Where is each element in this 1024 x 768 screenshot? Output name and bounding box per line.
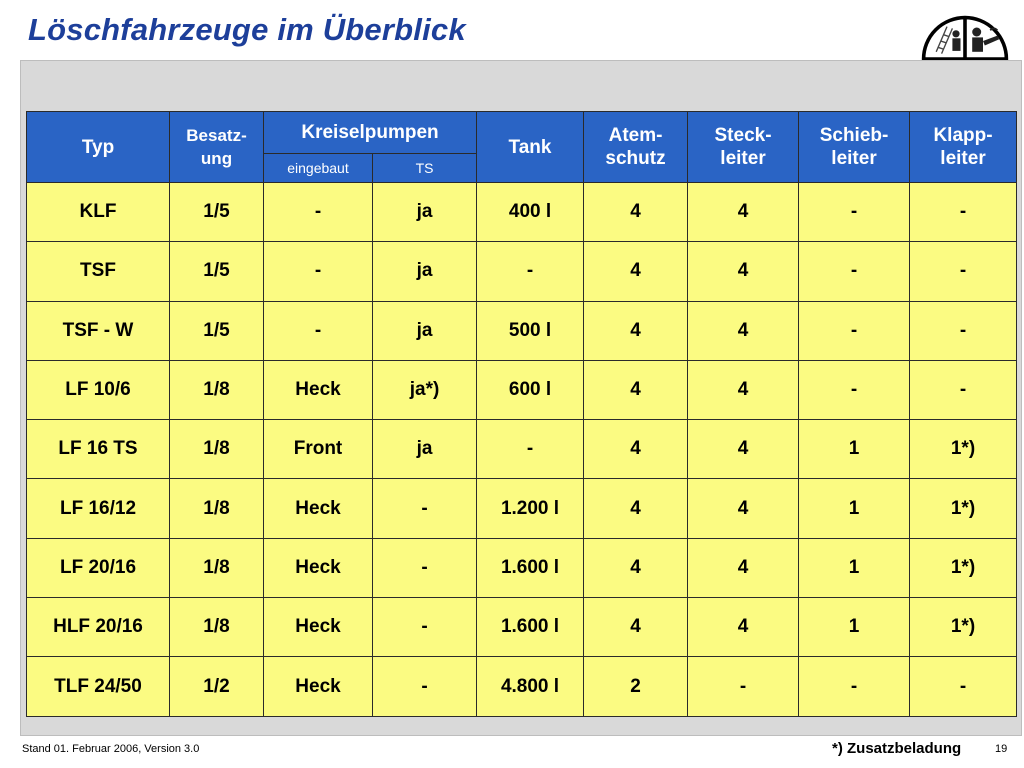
table-cell: Front [264,420,373,479]
table-cell: 1.200 l [477,479,584,538]
table-cell: 1/8 [170,479,264,538]
table-cell: 1/8 [170,598,264,657]
vehicle-table [26,111,1017,717]
header-typ: Typ [27,112,170,183]
table-cell: KLF [27,183,170,242]
table-cell: 4 [584,479,688,538]
table-cell: ja [373,420,477,479]
table-cell: 500 l [477,301,584,360]
table-cell: 4 [688,420,799,479]
table-cell: 4 [688,301,799,360]
table-cell: - [264,242,373,301]
table-cell: 4 [584,242,688,301]
page-title: Löschfahrzeuge im Überblick [28,12,466,47]
header-steckleiter: Steck- leiter [688,112,799,183]
table-cell: ja [373,301,477,360]
table-row [27,657,1017,716]
header-eingebaut: eingebaut [264,154,373,183]
table-cell: 4.800 l [477,657,584,716]
header-schiebleiter: Schieb- leiter [799,112,910,183]
table-cell: - [799,242,910,301]
table-cell: 1/5 [170,242,264,301]
header-klappleiter: Klapp- leiter [910,112,1017,183]
table-cell: 1.600 l [477,598,584,657]
table-cell: 400 l [477,183,584,242]
header-tank: Tank [477,112,584,183]
table-cell: 4 [584,301,688,360]
table-cell: HLF 20/16 [27,598,170,657]
table-cell: 4 [584,598,688,657]
table-cell: TLF 24/50 [27,657,170,716]
table-cell: 4 [584,420,688,479]
table-cell: 1/8 [170,420,264,479]
table-cell: 1/5 [170,301,264,360]
table-cell: - [264,301,373,360]
table-cell: 1 [799,479,910,538]
table-cell: LF 16 TS [27,420,170,479]
table-cell: 1*) [910,420,1017,479]
table-cell: - [799,301,910,360]
table-cell: Heck [264,479,373,538]
table-cell: 4 [688,360,799,419]
table-cell: - [373,538,477,597]
table-cell: - [910,183,1017,242]
table-cell: - [477,420,584,479]
table-cell: 1/8 [170,360,264,419]
table-row [27,360,1017,419]
table-cell: - [477,242,584,301]
table-cell: 4 [584,538,688,597]
table-cell: 1/5 [170,183,264,242]
table-cell: 4 [688,538,799,597]
table-cell: Heck [264,598,373,657]
table-row [27,242,1017,301]
footnote: *) Zusatzbeladung [832,740,962,757]
table-cell: - [373,598,477,657]
table-cell: 1 [799,538,910,597]
table-cell: LF 20/16 [27,538,170,597]
table-cell: - [373,479,477,538]
table-cell: ja [373,183,477,242]
table-cell: 4 [688,183,799,242]
header-ts: TS [373,154,477,183]
table-cell: Heck [264,657,373,716]
table-cell: - [910,657,1017,716]
table-cell: 4 [584,183,688,242]
table-cell: - [910,242,1017,301]
table-cell: 1*) [910,598,1017,657]
header-atemschutz: Atem- schutz [584,112,688,183]
table-cell: 1*) [910,538,1017,597]
table-cell: 4 [688,242,799,301]
table-cell: TSF [27,242,170,301]
table-cell: - [373,657,477,716]
table-cell: 1 [799,598,910,657]
table-cell: - [688,657,799,716]
table-cell: Heck [264,360,373,419]
footer-version: Stand 01. Februar 2006, Version 3.0 [22,743,200,755]
table-cell: - [910,360,1017,419]
table-row [27,598,1017,657]
table-row [27,420,1017,479]
table-cell: LF 16/12 [27,479,170,538]
table-cell: TSF - W [27,301,170,360]
page-number: 19 [995,743,1008,755]
table-cell: LF 10/6 [27,360,170,419]
table-cell: - [799,657,910,716]
table-cell: - [799,360,910,419]
table-cell: 1/2 [170,657,264,716]
table-row [27,479,1017,538]
table-cell: - [799,183,910,242]
table-cell: 1*) [910,479,1017,538]
table-row [27,183,1017,242]
table-cell: 4 [584,360,688,419]
table-cell: - [264,183,373,242]
table-cell: 600 l [477,360,584,419]
table-cell: 2 [584,657,688,716]
table-cell: ja*) [373,360,477,419]
header-besatzung: Besatz- ung [170,112,264,183]
table-cell: 4 [688,479,799,538]
table-cell: ja [373,242,477,301]
table-cell: 1/8 [170,538,264,597]
table-cell: 1 [799,420,910,479]
header-kreiselpumpen: Kreiselpumpen [264,112,477,154]
table-row [27,538,1017,597]
table-cell: - [910,301,1017,360]
table-cell: Heck [264,538,373,597]
table-row [27,301,1017,360]
table-cell: 4 [688,598,799,657]
table-cell: 1.600 l [477,538,584,597]
